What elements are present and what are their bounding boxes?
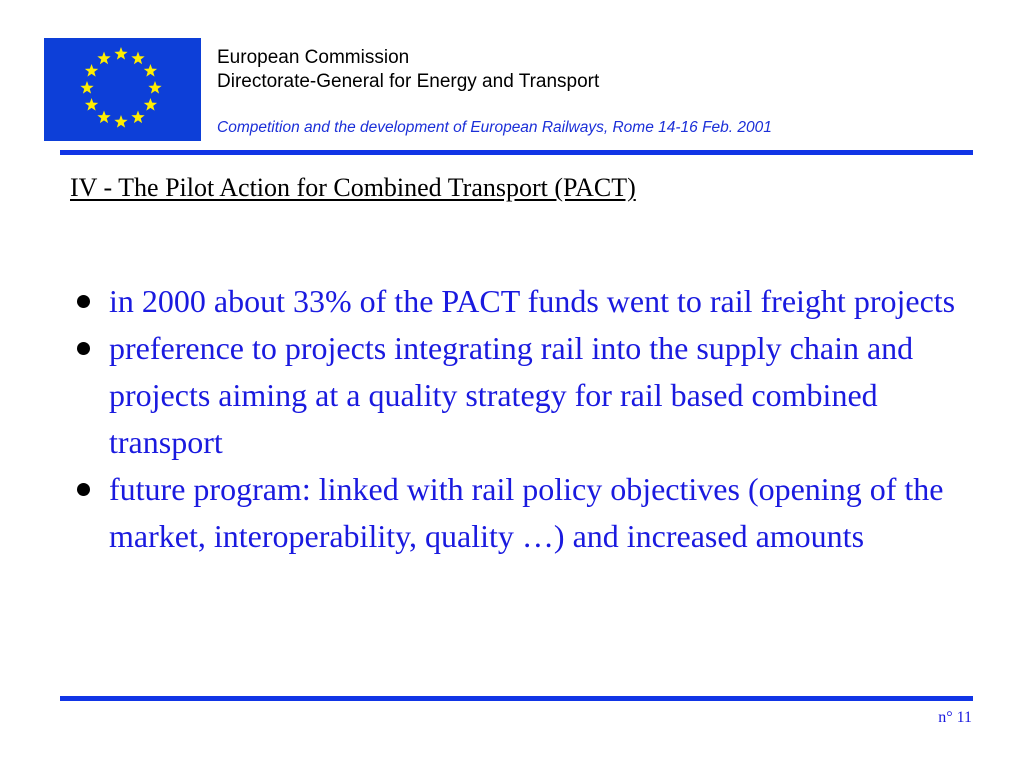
bullet-text: in 2000 about 33% of the PACT funds went to rail freight projects <box>109 283 956 319</box>
organization-header <box>217 46 599 94</box>
bullet-dot-icon <box>77 295 90 308</box>
bullet-dot-icon <box>77 342 90 355</box>
top-divider <box>60 150 973 155</box>
bottom-divider <box>60 696 973 701</box>
star-icon <box>97 110 110 123</box>
star-icon <box>85 98 98 111</box>
star-icon <box>80 81 93 94</box>
bullet-list <box>70 278 990 560</box>
conference-title: Competition and the development of European Railways, Rome 14-16 Feb. 2001 <box>217 119 772 136</box>
star-icon <box>131 52 144 65</box>
bullet-text: future program: linked with rail policy objectives (opening of the market, interoperability, quality …) and increased amounts <box>109 471 944 554</box>
page-number: n° 11 <box>938 709 972 726</box>
star-icon <box>131 110 144 123</box>
bullet-dot-icon <box>77 483 90 496</box>
bullet-item <box>70 278 990 325</box>
star-icon <box>148 81 161 94</box>
organization-name: European Commission <box>217 47 410 68</box>
star-icon <box>114 115 127 128</box>
slide-title: IV - The Pilot Action for Combined Transport (PACT) <box>70 173 636 202</box>
star-icon <box>97 52 110 65</box>
star-icon <box>114 47 127 60</box>
bullet-item <box>70 325 990 466</box>
star-icon <box>144 64 157 77</box>
bullet-text: preference to projects integrating rail into the supply chain and projects aiming at a quality strategy for rail based combined transport <box>109 330 914 460</box>
bullet-item <box>70 466 990 560</box>
directorate-name: Directorate-General for Energy and Transport <box>217 71 600 92</box>
star-icon <box>85 64 98 77</box>
star-icon <box>144 98 157 111</box>
eu-flag-icon <box>44 38 201 141</box>
